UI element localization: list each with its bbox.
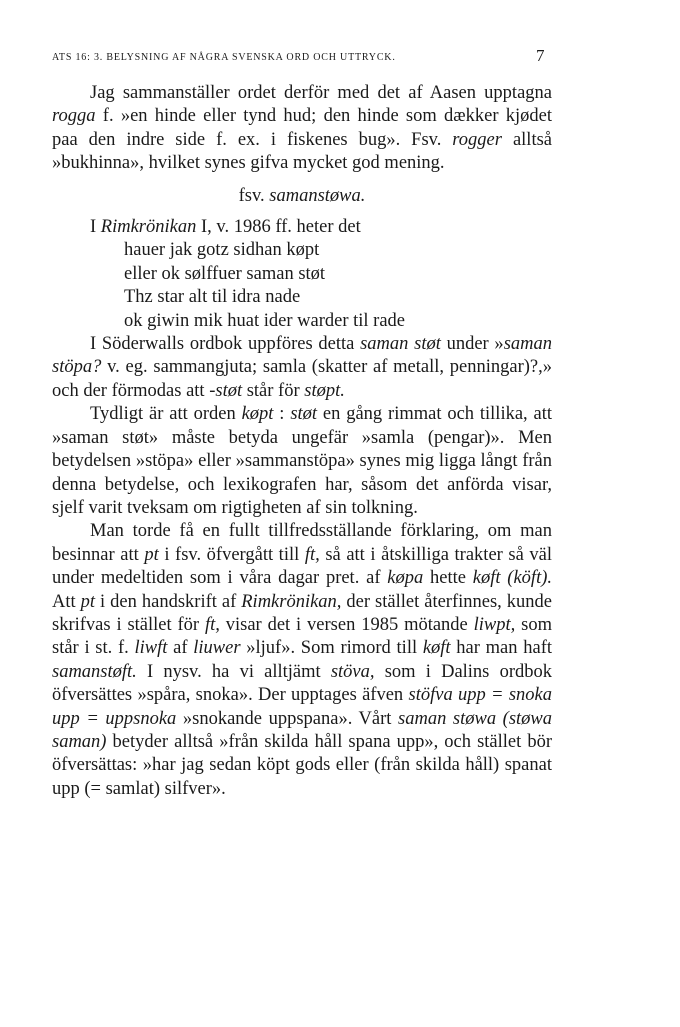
italic-term: pt [80, 591, 96, 612]
italic-term: -støt [209, 380, 243, 401]
italic-term: saman støwa (støwa saman) [52, 708, 552, 752]
body-text [52, 82, 552, 801]
text-run: f. »en hinde eller tynd hud; den hinde som dækker kjødet paa den indre side f. ex. i fiskenes bug». Fsv. [52, 106, 552, 150]
italic-term: køft [422, 638, 451, 659]
text-run: har man haft [450, 638, 552, 659]
verse-line: hauer jak gotz sidhan køpt [124, 240, 320, 261]
italic-term: ft, [304, 544, 320, 565]
italic-term: saman støt [360, 334, 441, 355]
running-head: ATS 16: 3. BELYSNING AF NÅGRA SVENSKA ORD OCH UTTRYCK. [52, 52, 396, 63]
text-run: under » [440, 334, 504, 355]
italic-title: Rimkrönikan, [241, 591, 342, 612]
heading-prefix: fsv. [238, 185, 270, 206]
text-run: Jag sammanställer ordet derför med det af Aasen upptagna [90, 83, 552, 103]
text-run: Man torde få en fullt tillfredsställande förklaring, om man besinnar att [52, 521, 552, 565]
text-run: så att i åtskilliga trakter så väl under medeltiden som i våra dagar pret. af [52, 544, 552, 589]
text-run: I [90, 217, 101, 238]
text-run: I nysv. ha vi alltjämt [136, 661, 331, 682]
text-run: som i Dalins ordbok öfversättes »spåra, snoka». Der upptages äfven [52, 661, 552, 706]
text-run: i fsv. öfvergått till [158, 544, 305, 565]
heading-term: samanstøwa. [269, 185, 366, 206]
italic-term: stöfva upp = snoka upp = uppsnoka [52, 685, 553, 729]
text-run: »snokande uppspana». Vårt [176, 708, 399, 729]
text-run: »ljuf». Som rimord till [240, 638, 423, 659]
paragraph-forklaring [52, 520, 552, 801]
text-run: som står i st. f. [52, 614, 553, 659]
italic-term: liuwer [193, 638, 241, 659]
page-number: 7 [536, 46, 545, 65]
italic-term: køpt [241, 404, 274, 425]
italic-term: samanstøft. [52, 661, 137, 682]
italic-term: køpa [387, 568, 424, 589]
verse-line: ok giwin mik huat ider warder til rade [124, 310, 406, 331]
paragraph-tydligt [52, 403, 552, 520]
italic-term: liwft [134, 638, 168, 659]
italic-title: Rimkrönikan [100, 217, 197, 238]
paragraph-rimkronikan [52, 216, 552, 239]
text-run: alltså »bukhinna», hvilket synes gifva mycket god mening. [52, 129, 552, 174]
text-run: i den handskrift af [95, 591, 242, 612]
italic-term: rogger [452, 129, 502, 150]
italic-term: støpt. [304, 380, 345, 401]
text-run: en gång rimmat och tillika, att »saman støt» måste betyda ungefär »samla (pengar)». Men betydelsen »stöpa» eller »sammanstöpa» synes mig ligga långt från denna betydelse, och lexikografen har, såsom det anförda visar, sjelf varit tveksam om rigtigheten af sin tolkning. [52, 404, 553, 518]
italic-term: saman stöpa? [52, 334, 552, 378]
text-run: der stället återfinnes, kunde skrifvas i stället för [52, 591, 552, 635]
italic-term: liwpt, [473, 614, 516, 635]
text-run: Att [52, 591, 81, 612]
text-run: betyder alltså »från skilda håll spana upp», och stället bör öfversättas: »har jag sedan köpt gods eller (från skilda håll) spanat upp (= samlat) silfver». [52, 731, 552, 799]
paragraph-soderwall [52, 333, 552, 403]
text-run: af [167, 638, 194, 659]
text-run: står för [242, 380, 305, 401]
text-run: visar det i versen 1985 mötande [219, 614, 474, 635]
italic-term: støt [290, 404, 318, 425]
text-run: Tydligt är att orden [90, 404, 242, 425]
italic-term: ft, [204, 614, 220, 635]
italic-term: køft (köft). [472, 568, 552, 589]
text-run: v. eg. sammangjuta; samla (skatter af metall, penningar)?,» och der förmodas att [52, 357, 552, 401]
text-run: I Söderwalls ordbok uppföres detta [90, 334, 361, 355]
verse-line: eller ok sølffuer saman støt [124, 263, 326, 284]
text-run: : [273, 404, 291, 425]
italic-term: rogga [52, 106, 96, 127]
section-heading [52, 185, 552, 208]
verse-quote [124, 239, 552, 333]
text-run: hette [423, 568, 473, 589]
verse-line: Thz star alt til idra nade [124, 287, 301, 308]
italic-term: stöva, [330, 661, 375, 682]
italic-term: pt [144, 544, 159, 565]
paragraph-rogga [52, 82, 552, 176]
text-run: I, v. 1986 ff. heter det [196, 217, 361, 238]
